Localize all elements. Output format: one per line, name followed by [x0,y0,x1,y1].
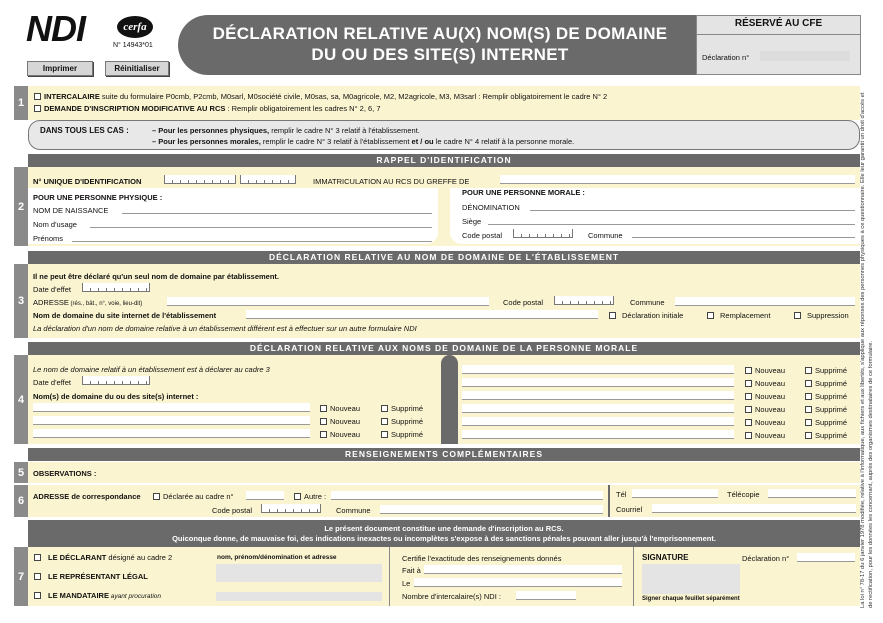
declarant-checkbox[interactable] [34,554,41,561]
supprime-checkbox[interactable] [381,418,388,425]
suppression-checkbox[interactable] [794,312,801,319]
nom-usage-label: Nom d'usage [33,220,77,229]
s7-fait-field[interactable] [424,565,622,574]
s4-domain-field[interactable] [462,430,734,439]
supprime-checkbox[interactable] [805,380,812,387]
section-5-header: RENSEIGNEMENTS COMPLÉMENTAIRES [28,448,860,461]
s4-nouveau[interactable]: Nouveau [745,431,785,440]
s4-nouveau[interactable]: Nouveau [745,405,785,414]
s4-domain-field[interactable] [462,391,734,400]
section-4-number: 4 [14,355,28,444]
s6-commune-field[interactable] [380,505,603,514]
s6-tel-label: Tél [616,490,627,499]
side-legal-note: La loi n° 78-17 du 6 janvier 1978 modifiée, relative à l'informatique, aux fichiers et aux libertés, s'applique aux réponses des personnes physiques à ce questionnaire. Elle leur garantit un droit d'accès et de rectification, pour les données les concernant, auprès des organismes destinataires de ce formulaire. [860,92,874,608]
s4-domain-field[interactable] [33,403,310,412]
nouveau-checkbox[interactable] [745,406,752,413]
s7-declaration-label: Déclaration n° [742,554,790,563]
pm-commune-label: Commune [588,231,623,240]
s7-certifie: Certifie l'exactitude des renseignements donnés [402,554,562,563]
s7-mandataire[interactable]: LE MANDATAIRE ayant procuration [34,591,161,600]
s4-divider [441,355,458,444]
section-5-number: 5 [14,462,28,483]
demande-checkbox[interactable] [34,105,41,112]
nouveau-checkbox[interactable] [745,393,752,400]
s4-supprime[interactable]: Supprimé [805,379,847,388]
s6-commune-label: Commune [336,506,371,515]
cas-physique: – Pour les personnes physiques, remplir le cadre N° 3 relatif à l'établissement. [152,126,420,135]
no-unique-field-2[interactable] [240,175,296,184]
s4-nouveau[interactable]: Nouveau [320,417,360,426]
cerfa-number: N° 14943*01 [113,42,153,49]
s6-tel-field[interactable] [632,489,718,498]
supprime-checkbox[interactable] [805,406,812,413]
supprime-checkbox[interactable] [805,419,812,426]
s4-domain-field[interactable] [462,378,734,387]
s4-supprime[interactable]: Supprimé [381,404,423,413]
s4-nouveau[interactable]: Nouveau [320,404,360,413]
supprime-checkbox[interactable] [381,431,388,438]
s4-date-effet-field[interactable] [82,376,150,385]
form-title-line2: DU OU DES SITE(S) INTERNET [311,45,569,64]
s7-signature-label: SIGNATURE [642,553,689,562]
s6-cp-label: Code postal [212,506,253,515]
s6-adresse-label: ADRESSE de correspondance [33,492,141,501]
s3-suppression[interactable]: Suppression [794,311,849,320]
s6-telecopie-label: Télécopie [727,490,760,499]
s7-signature-field[interactable] [642,564,740,594]
mandataire-checkbox[interactable] [34,592,41,599]
pm-label: POUR UNE PERSONNE MORALE : [462,188,585,197]
s4-supprime[interactable]: Supprimé [381,417,423,426]
representant-checkbox[interactable] [34,573,41,580]
section-1-number: 1 [14,86,28,120]
print-button[interactable]: Imprimer [27,61,93,76]
s6-courriel-label: Courriel [616,505,643,514]
cfe-declaration-label: Déclaration n° [702,53,750,62]
section-2-header: RAPPEL D'IDENTIFICATION [28,154,860,167]
siege-label: Siège [462,217,482,226]
s6-autre[interactable]: Autre : [294,492,326,501]
nouveau-checkbox[interactable] [745,380,752,387]
s3-commune-field[interactable] [675,297,855,306]
s3-adresse-field[interactable] [167,297,489,306]
observations-label: OBSERVATIONS : [33,469,97,478]
s7-nom-prenom-field[interactable] [216,564,382,582]
s4-supprime[interactable]: Supprimé [805,418,847,427]
supprime-checkbox[interactable] [381,405,388,412]
no-unique-field[interactable] [164,175,236,184]
s4-domain-field[interactable] [462,404,734,413]
s3-decl-initiale[interactable]: Déclaration initiale [609,311,683,320]
nouveau-checkbox[interactable] [745,419,752,426]
s4-nouveau[interactable]: Nouveau [745,392,785,401]
supprime-checkbox[interactable] [805,432,812,439]
nouveau-checkbox[interactable] [745,432,752,439]
s6-declaree[interactable]: Déclarée au cadre n° [153,492,234,501]
nom-naissance-field[interactable] [122,205,432,214]
intercalaire-checkbox[interactable] [34,93,41,100]
s7-signer-note: Signer chaque feuillet séparément [642,596,740,602]
s4-supprime[interactable]: Supprimé [805,405,847,414]
siege-field[interactable] [488,216,855,225]
s3-adresse-label: ADRESSE (rés., bât., n°, voie, lieu-dit) [33,298,143,307]
s3-cp-label: Code postal [503,298,544,307]
s4-domain-field[interactable] [33,429,310,438]
s7-notice-line1: Le présent document constitue une demande d'inscription au RCS. [324,524,564,533]
s4-domain-field[interactable] [33,416,310,425]
s4-noms-label: Nom(s) de domaine du ou des site(s) internet : [33,392,199,401]
form-title-line1: DÉCLARATION RELATIVE AU(X) NOM(S) DE DOMAINE [212,24,668,43]
s7-notice-line2: Quiconque donne, de mauvaise foi, des indications inexactes ou incomplètes s'expose à des sanctions pénales pouvant aller jusqu'à l'emprisonnement. [172,534,716,543]
s7-nb-intercalaires-label: Nombre d'intercalaire(s) NDI : [402,592,501,601]
ndi-logo: NDI [26,8,85,49]
demande-option[interactable]: DEMANDE D'INSCRIPTION MODIFICATIVE AU RCS : Remplir obligatoirement les cadres N° 2, 6, 7 [34,104,381,113]
section-4-header: DÉCLARATION RELATIVE AUX NOMS DE DOMAINE DE LA PERSONNE MORALE [28,342,860,355]
prenoms-field[interactable] [72,233,432,242]
s3-commune-label: Commune [630,298,665,307]
s7-nb-intercalaires-field[interactable] [516,591,576,600]
tous-cas-label: DANS TOUS LES CAS : [40,126,129,135]
section-3-header: DÉCLARATION RELATIVE AU NOM DE DOMAINE DE L'ÉTABLISSEMENT [28,251,860,264]
section-3-number: 3 [14,264,28,338]
section-7-number: 7 [14,547,28,606]
s4-domain-field[interactable] [462,365,734,374]
s3-nom-domaine-label: Nom de domaine du site internet de l'établissement [33,311,217,320]
denomination-field[interactable] [530,202,855,211]
declaree-checkbox[interactable] [153,493,160,500]
s4-supprime[interactable]: Supprimé [381,430,423,439]
s3-nom-domaine-field[interactable] [246,310,598,319]
s3-remplacement[interactable]: Remplacement [707,311,770,320]
pm-cp-label: Code postal [462,231,503,240]
s4-supprime[interactable]: Supprimé [805,366,847,375]
s6-cp-field[interactable] [261,504,321,513]
s6-divider [608,485,610,517]
s4-intro: Le nom de domaine relatif à un établissement est à déclarer au cadre 3 [33,365,270,374]
s4-nouveau[interactable]: Nouveau [745,366,785,375]
s6-autre-field[interactable] [331,491,603,500]
pm-commune-field[interactable] [632,229,855,238]
section-6-number: 6 [14,485,28,517]
cfe-declaration-field[interactable] [760,51,850,61]
no-unique-label: N° UNIQUE D'IDENTIFICATION [33,177,142,186]
remplacement-checkbox[interactable] [707,312,714,319]
nom-usage-field[interactable] [90,219,432,228]
s4-nouveau[interactable]: Nouveau [745,379,785,388]
s7-nom-prenom-label: nom, prénom/dénomination et adresse [217,554,337,561]
denomination-label: DÉNOMINATION [462,203,520,212]
s7-le-label: Le [402,579,411,588]
s3-cp-field[interactable] [554,296,614,305]
s7-le-field[interactable] [414,578,622,587]
s4-supprime[interactable]: Supprimé [805,431,847,440]
reset-button[interactable]: Réinitialiser [105,61,169,76]
s6-cadre-field[interactable] [246,491,284,500]
s3-intro: Il ne peut être déclaré qu'un seul nom de domaine par établissement. [33,272,280,281]
prenoms-label: Prénoms [33,234,64,243]
nouveau-checkbox[interactable] [320,431,327,438]
s3-date-effet-field[interactable] [82,283,150,292]
greffe-field[interactable] [500,175,855,184]
reserve-cfe-title: RÉSERVÉ AU CFE [734,18,823,29]
s6-telecopie-field[interactable] [768,489,856,498]
intercalaire-option[interactable]: INTERCALAIRE suite du formulaire P0cmb, P2cmb, M0sarl, M0société civile, M0sas, sa, M0agricole, M2, M2agricole, M3, M3sarl : Remplir obligatoirement le cadre N° 2 [34,92,607,101]
s7-representant[interactable]: LE REPRÉSENTANT LÉGAL [34,572,148,581]
supprime-checkbox[interactable] [805,393,812,400]
nom-naissance-label: NOM DE NAISSANCE [33,206,109,215]
s6-courriel-field[interactable] [652,504,856,513]
section-2-number: 2 [14,167,28,246]
s4-nouveau[interactable]: Nouveau [320,430,360,439]
immat-label: IMMATRICULATION AU RCS DU GREFFE DE [313,177,470,186]
s7-declarant[interactable]: LE DÉCLARANT désigné au cadre 2 [34,553,172,562]
nouveau-checkbox[interactable] [320,418,327,425]
pm-cp-field[interactable] [513,229,573,238]
observations-field[interactable] [110,469,855,478]
s7-declaration-field[interactable] [797,553,855,562]
pp-label: POUR UNE PERSONNE PHYSIQUE : [33,193,163,202]
s4-nouveau[interactable]: Nouveau [745,418,785,427]
s7-mandataire-field[interactable] [216,592,382,601]
s4-supprime[interactable]: Supprimé [805,392,847,401]
s3-note: La déclaration d'un nom de domaine relative à un établissement différent est à effectuer sur un autre formulaire NDI [33,324,417,333]
s4-date-effet-label: Date d'effet [33,378,71,387]
supprime-checkbox[interactable] [805,367,812,374]
decl-initiale-checkbox[interactable] [609,312,616,319]
autre-checkbox[interactable] [294,493,301,500]
cas-morale: – Pour les personnes morales, remplir le cadre N° 3 relatif à l'établissement et / ou le cadre N° 4 relatif à la personne morale. [152,137,575,146]
s3-date-effet-label: Date d'effet [33,285,71,294]
nouveau-checkbox[interactable] [745,367,752,374]
nouveau-checkbox[interactable] [320,405,327,412]
cerfa-logo: cerfa [117,16,153,38]
s4-domain-field[interactable] [462,417,734,426]
s7-fait-label: Fait à [402,566,421,575]
